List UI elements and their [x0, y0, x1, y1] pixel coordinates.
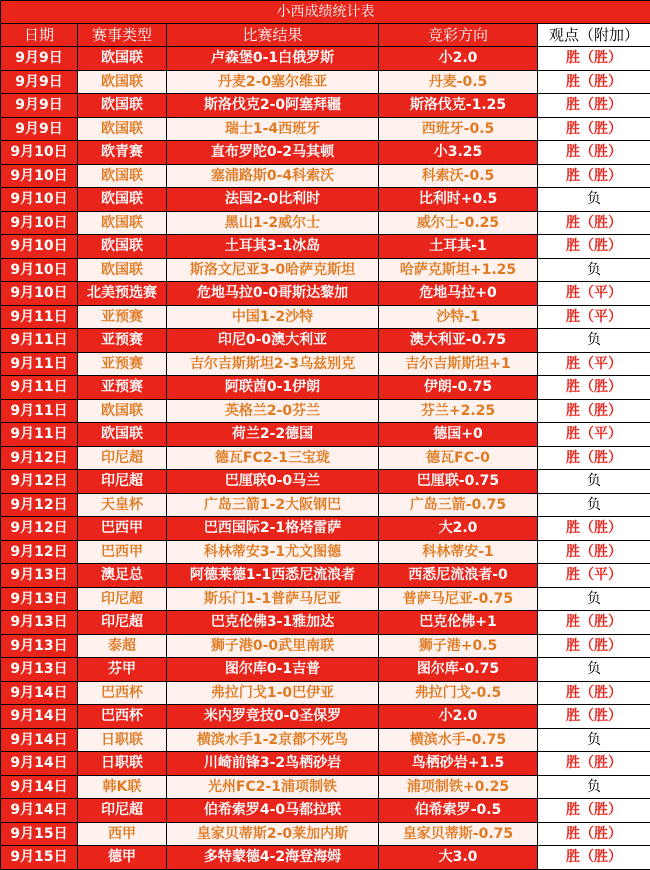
cell-pick: 小2.0 [379, 705, 538, 729]
table-row [1, 540, 650, 564]
cell-result: 危地马拉0-0哥斯达黎加 [167, 282, 379, 306]
cell-pick: 吉尔吉斯斯坦+1 [379, 352, 538, 376]
cell-date: 9月10日 [1, 258, 78, 282]
table-row [1, 846, 650, 870]
cell-pick: 德国+0 [379, 423, 538, 447]
cell-pick: 斯洛伐克-1.25 [379, 94, 538, 118]
cell-type: 亚预赛 [78, 352, 167, 376]
cell-view: 胜（胜） [538, 752, 650, 776]
cell-pick: 广岛三箭-0.75 [379, 493, 538, 517]
cell-date: 9月11日 [1, 376, 78, 400]
cell-pick: 小3.25 [379, 141, 538, 165]
header-row [1, 24, 650, 47]
cell-result: 荷兰2-2德国 [167, 423, 379, 447]
cell-result: 狮子港0-0武里南联 [167, 634, 379, 658]
cell-view: 胜（胜） [538, 70, 650, 94]
table-row [1, 517, 650, 541]
cell-pick: 横滨水手-0.75 [379, 728, 538, 752]
cell-date: 9月12日 [1, 470, 78, 494]
cell-date: 9月14日 [1, 705, 78, 729]
cell-date: 9月9日 [1, 94, 78, 118]
cell-result: 图尔库0-1吉普 [167, 658, 379, 682]
cell-date: 9月11日 [1, 399, 78, 423]
cell-type: 巴西甲 [78, 517, 167, 541]
cell-date: 9月13日 [1, 634, 78, 658]
cell-result: 印尼0-0澳大利亚 [167, 329, 379, 353]
cell-pick: 威尔士-0.25 [379, 211, 538, 235]
cell-view: 胜（胜） [538, 517, 650, 541]
cell-result: 瑞士1-4西班牙 [167, 117, 379, 141]
cell-view: 胜（平） [538, 564, 650, 588]
cell-pick: 狮子港+0.5 [379, 634, 538, 658]
cell-view: 胜（胜） [538, 117, 650, 141]
cell-pick: 土耳其-1 [379, 235, 538, 259]
cell-pick: 浦项制铁+0.25 [379, 775, 538, 799]
cell-result: 法国2-0比利时 [167, 188, 379, 212]
cell-view: 负 [538, 470, 650, 494]
cell-type: 巴西杯 [78, 681, 167, 705]
cell-type: 欧国联 [78, 258, 167, 282]
cell-view: 胜（胜） [538, 376, 650, 400]
cell-view: 胜（胜） [538, 446, 650, 470]
cell-date: 9月12日 [1, 446, 78, 470]
cell-view: 负 [538, 658, 650, 682]
cell-view: 胜（胜） [538, 47, 650, 71]
cell-result: 科林蒂安3-1尤文图德 [167, 540, 379, 564]
cell-result: 弗拉门戈1-0巴伊亚 [167, 681, 379, 705]
cell-view: 胜（胜） [538, 634, 650, 658]
table-row [1, 587, 650, 611]
table-row [1, 681, 650, 705]
cell-result: 横滨水手1-2京都不死鸟 [167, 728, 379, 752]
cell-pick: 科林蒂安-1 [379, 540, 538, 564]
header-type: 赛事类型 [78, 24, 167, 47]
cell-result: 川崎前锋3-2鸟栖砂岩 [167, 752, 379, 776]
cell-result: 德瓦FC2-1三宝珑 [167, 446, 379, 470]
cell-date: 9月14日 [1, 681, 78, 705]
table-row [1, 446, 650, 470]
cell-pick: 西悉尼流浪者-0 [379, 564, 538, 588]
table-row [1, 164, 650, 188]
cell-view: 胜（胜） [538, 540, 650, 564]
cell-view: 负 [538, 728, 650, 752]
cell-pick: 芬兰+2.25 [379, 399, 538, 423]
cell-date: 9月10日 [1, 211, 78, 235]
cell-type: 日职联 [78, 728, 167, 752]
cell-type: 亚预赛 [78, 329, 167, 353]
cell-result: 多特蒙德4-2海登海姆 [167, 846, 379, 870]
table-row [1, 352, 650, 376]
cell-view: 胜（胜） [538, 822, 650, 846]
table-row [1, 658, 650, 682]
cell-pick: 伯希索罗-0.5 [379, 799, 538, 823]
table-row [1, 70, 650, 94]
cell-result: 巴厘联0-0马兰 [167, 470, 379, 494]
cell-type: 泰超 [78, 634, 167, 658]
cell-pick: 弗拉门戈-0.5 [379, 681, 538, 705]
cell-date: 9月10日 [1, 235, 78, 259]
cell-type: 亚预赛 [78, 305, 167, 329]
cell-view: 负 [538, 258, 650, 282]
cell-pick: 巴厘联-0.75 [379, 470, 538, 494]
cell-result: 丹麦2-0塞尔维亚 [167, 70, 379, 94]
cell-view: 胜（胜） [538, 235, 650, 259]
cell-pick: 伊朗-0.75 [379, 376, 538, 400]
cell-date: 9月11日 [1, 423, 78, 447]
cell-date: 9月9日 [1, 117, 78, 141]
cell-date: 9月10日 [1, 282, 78, 306]
table-row [1, 376, 650, 400]
cell-pick: 科索沃-0.5 [379, 164, 538, 188]
cell-view: 胜（胜） [538, 799, 650, 823]
cell-date: 9月11日 [1, 352, 78, 376]
table-row [1, 564, 650, 588]
header-pick: 竞彩方向 [379, 24, 538, 47]
table-row [1, 752, 650, 776]
table-row [1, 305, 650, 329]
cell-result: 塞浦路斯0-4科索沃 [167, 164, 379, 188]
cell-view: 胜（胜） [538, 164, 650, 188]
cell-result: 巴西国际2-1格塔雷萨 [167, 517, 379, 541]
table-row [1, 141, 650, 165]
cell-type: 欧国联 [78, 423, 167, 447]
table-row [1, 258, 650, 282]
table-row [1, 775, 650, 799]
cell-result: 阿德莱德1-1西悉尼流浪者 [167, 564, 379, 588]
cell-result: 光州FC2-1浦项制铁 [167, 775, 379, 799]
table-row [1, 611, 650, 635]
cell-type: 印尼超 [78, 611, 167, 635]
cell-view: 负 [538, 775, 650, 799]
cell-view: 胜（平） [538, 282, 650, 306]
cell-view: 胜（平） [538, 352, 650, 376]
cell-result: 土耳其3-1冰岛 [167, 235, 379, 259]
cell-view: 胜（胜） [538, 681, 650, 705]
table-row [1, 423, 650, 447]
table-row [1, 117, 650, 141]
table-row [1, 470, 650, 494]
table-title: 小西成绩统计表 [1, 1, 650, 24]
table-row [1, 634, 650, 658]
cell-date: 9月11日 [1, 329, 78, 353]
table-row [1, 728, 650, 752]
table-row [1, 822, 650, 846]
cell-result: 吉尔吉斯斯坦2-3乌兹别克 [167, 352, 379, 376]
table-row [1, 282, 650, 306]
cell-type: 日职联 [78, 752, 167, 776]
cell-view: 负 [538, 493, 650, 517]
cell-type: 欧国联 [78, 211, 167, 235]
cell-view: 胜（平） [538, 423, 650, 447]
cell-date: 9月9日 [1, 70, 78, 94]
table-row [1, 799, 650, 823]
cell-result: 巴克伦佛3-1雅加达 [167, 611, 379, 635]
cell-pick: 大2.0 [379, 517, 538, 541]
cell-result: 斯乐门1-1普萨马尼亚 [167, 587, 379, 611]
cell-view: 胜（胜） [538, 611, 650, 635]
cell-view: 负 [538, 329, 650, 353]
cell-result: 英格兰2-0芬兰 [167, 399, 379, 423]
cell-date: 9月10日 [1, 141, 78, 165]
cell-date: 9月14日 [1, 752, 78, 776]
cell-result: 黑山1-2威尔士 [167, 211, 379, 235]
cell-result: 伯希索罗4-0马都拉联 [167, 799, 379, 823]
cell-pick: 丹麦-0.5 [379, 70, 538, 94]
cell-pick: 巴克伦佛+1 [379, 611, 538, 635]
cell-type: 欧国联 [78, 164, 167, 188]
cell-date: 9月10日 [1, 188, 78, 212]
cell-pick: 西班牙-0.5 [379, 117, 538, 141]
cell-pick: 比利时+0.5 [379, 188, 538, 212]
cell-type: 亚预赛 [78, 376, 167, 400]
cell-date: 9月15日 [1, 822, 78, 846]
cell-pick: 大3.0 [379, 846, 538, 870]
table-row [1, 493, 650, 517]
cell-date: 9月13日 [1, 611, 78, 635]
cell-type: 天皇杯 [78, 493, 167, 517]
cell-result: 卢森堡0-1白俄罗斯 [167, 47, 379, 71]
cell-type: 芬甲 [78, 658, 167, 682]
cell-pick: 普萨马尼亚-0.75 [379, 587, 538, 611]
cell-type: 北美预选赛 [78, 282, 167, 306]
cell-type: 巴西杯 [78, 705, 167, 729]
cell-view: 胜（平） [538, 305, 650, 329]
cell-pick: 皇家贝蒂斯-0.75 [379, 822, 538, 846]
cell-type: 德甲 [78, 846, 167, 870]
cell-view: 胜（胜） [538, 846, 650, 870]
cell-view: 胜（胜） [538, 399, 650, 423]
cell-type: 印尼超 [78, 470, 167, 494]
cell-view: 胜（胜） [538, 705, 650, 729]
header-result: 比赛结果 [167, 24, 379, 47]
cell-pick: 危地马拉+0 [379, 282, 538, 306]
cell-pick: 小2.0 [379, 47, 538, 71]
cell-type: 印尼超 [78, 799, 167, 823]
cell-type: 韩K联 [78, 775, 167, 799]
cell-result: 斯洛文尼亚3-0哈萨克斯坦 [167, 258, 379, 282]
cell-type: 欧国联 [78, 94, 167, 118]
title-row [1, 1, 650, 24]
cell-type: 澳足总 [78, 564, 167, 588]
cell-date: 9月13日 [1, 658, 78, 682]
cell-type: 欧国联 [78, 188, 167, 212]
cell-date: 9月10日 [1, 164, 78, 188]
cell-type: 巴西甲 [78, 540, 167, 564]
cell-pick: 图尔库-0.75 [379, 658, 538, 682]
header-date: 日期 [1, 24, 78, 47]
cell-result: 皇家贝蒂斯2-0莱加内斯 [167, 822, 379, 846]
cell-date: 9月11日 [1, 305, 78, 329]
header-view: 观点（附加） [538, 24, 650, 47]
cell-view: 胜（胜） [538, 141, 650, 165]
cell-view: 负 [538, 188, 650, 212]
cell-type: 欧国联 [78, 47, 167, 71]
table-row [1, 235, 650, 259]
cell-type: 印尼超 [78, 446, 167, 470]
cell-date: 9月12日 [1, 540, 78, 564]
cell-type: 欧国联 [78, 70, 167, 94]
cell-type: 印尼超 [78, 587, 167, 611]
cell-type: 西甲 [78, 822, 167, 846]
cell-result: 直布罗陀0-2马其顿 [167, 141, 379, 165]
cell-result: 广岛三箭1-2大阪钢巴 [167, 493, 379, 517]
cell-pick: 沙特-1 [379, 305, 538, 329]
table-row [1, 188, 650, 212]
cell-pick: 哈萨克斯坦+1.25 [379, 258, 538, 282]
cell-view: 负 [538, 587, 650, 611]
cell-date: 9月14日 [1, 775, 78, 799]
cell-type: 欧国联 [78, 117, 167, 141]
cell-result: 阿联酋0-1伊朗 [167, 376, 379, 400]
table-row [1, 705, 650, 729]
cell-type: 欧国联 [78, 399, 167, 423]
table-row [1, 399, 650, 423]
table-row [1, 329, 650, 353]
table-row [1, 211, 650, 235]
table-row [1, 94, 650, 118]
cell-view: 胜（胜） [538, 211, 650, 235]
cell-type: 欧青赛 [78, 141, 167, 165]
cell-date: 9月12日 [1, 493, 78, 517]
cell-view: 胜（胜） [538, 94, 650, 118]
cell-result: 米内罗竞技0-0圣保罗 [167, 705, 379, 729]
cell-date: 9月14日 [1, 728, 78, 752]
cell-result: 斯洛伐克2-0阿塞拜疆 [167, 94, 379, 118]
cell-pick: 德瓦FC-0 [379, 446, 538, 470]
cell-type: 欧国联 [78, 235, 167, 259]
cell-date: 9月13日 [1, 587, 78, 611]
cell-date: 9月12日 [1, 517, 78, 541]
cell-date: 9月15日 [1, 846, 78, 870]
cell-result: 中国1-2沙特 [167, 305, 379, 329]
table-row [1, 47, 650, 71]
cell-pick: 鸟栖砂岩+1.5 [379, 752, 538, 776]
cell-pick: 澳大利亚-0.75 [379, 329, 538, 353]
cell-date: 9月14日 [1, 799, 78, 823]
cell-date: 9月13日 [1, 564, 78, 588]
cell-date: 9月9日 [1, 47, 78, 71]
